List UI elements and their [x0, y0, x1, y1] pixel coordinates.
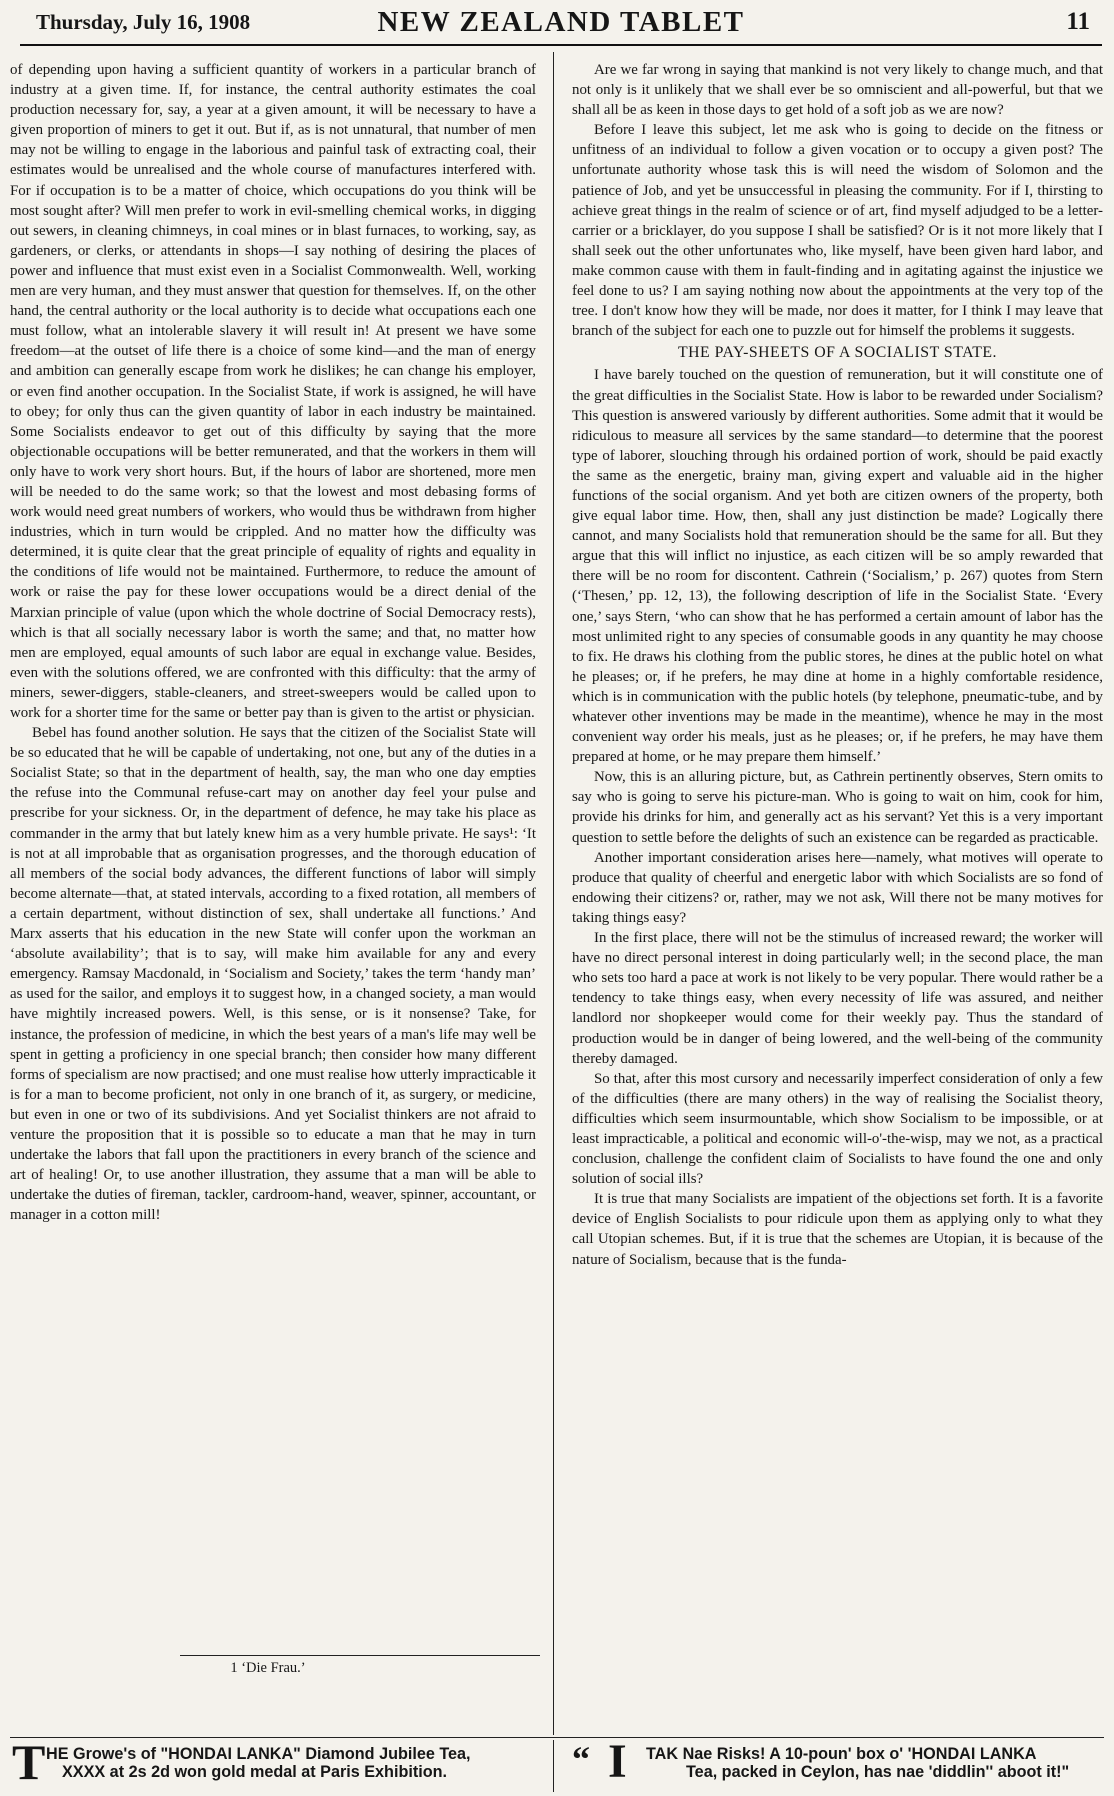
ad-line: TAK Nae Risks! A 10-poun' box o' 'HONDAI LANKA — [646, 1745, 1037, 1763]
paragraph: I have barely touched on the question of remuneration, but it will constitute one of the great difficulties in the Socialist State. How is labor to be rewarded under Socialism? This question is answered variously by different authorities. Some admit that it would be ridiculous to measure all services by the same standard—to determine that the poorest type of laborer, slouching through his ordained portion of work, should be paid exactly the same as the energetic, brainy man, giving expert and valuable aid in the higher functions of the social organism. And yet both are citizen owners of the property, both give equal labor time. How, then, shall any just distinction be made? Logically there cannot, and many Socialists hold that remuneration should be the same for all. But they argue that this will inflict no injustice, as each citizen will be so amply rewarded that there will be no room for discontent. Cathrein (‘Socialism,’ p. 267) quotes from Stern (‘Thesen,’ pp. 12, 13), the following description of life in the Socialist State. ‘Every one,’ says Stern, ‘who can show that he has performed a certain amount of labor has the most unlimited right to any species of consumable goods in any quantity he may choose to fix. He draws his clothing from the public stores, he dines at the public hotel on what he pleases; or, if he prefers, he may dine at home in a highly comfortable residence, which is in communication with the public hotels (by telephone, pneumatic-tube, and by whatever other inventions may be made in the meantime), whence he may in the most convenient way order his meals, just as he pleases; or, if he prefers, he may have them prepared at home, or he may prepare them himself.’ — [572, 367, 1103, 766]
ad-text — [46, 1745, 471, 1781]
advertisement-right — [572, 1735, 1102, 1791]
paragraph: It is true that many Socialists are impatient of the objections set forth. It is a favorite device of English Socialists to pour ridicule upon them as applying only to what they call Utopian schemes. But, if it is true that the schemes are Utopian, it is because of the nature of Socialism, because that is the funda- — [572, 1191, 1103, 1268]
paragraph: Are we far wrong in saying that mankind is not very likely to change much, and that not only is it unlikely that we shall ever be so omniscient and all-powerful, but that we shall all be as keen in those days to get hold of a soft job as we are now? — [572, 62, 1103, 119]
ad-line: HE Growe's of "HONDAI LANKA" Diamond Jubilee Tea, — [46, 1745, 471, 1763]
ad-dropcap: I — [608, 1735, 627, 1788]
paragraph: Before I leave this subject, let me ask who is going to decide on the fitness or unfitness of an individual to follow a given vocation or to occupy a given post? The unfortunate authority whose task this is will need the wisdom of Solomon and the patience of Job, and yet be unsuccessful in pleasing the community. For if I, thirsting to achieve great things in the realm of science or of art, find myself adjudged to be a letter-carrier or a bricklayer, do you suppose I shall be satisfied? Or is it not more likely that I shall seek out the other unfortunates who, like myself, have been given hard labor, and make common cause with them in fault-finding and in agitating against the injustice we feel done to us? I am saying nothing now about the appointments at the very top of the tree. I don't know how they will be made, nor does it matter, for I think I may leave that branch of the subject for each one to puzzle out for himself the problems it suggests. — [572, 122, 1103, 340]
ad-dropcap: T — [12, 1734, 46, 1790]
paragraph: of depending upon having a sufficient quantity of workers in a particular branch of industry at a given time. If, for instance, the central authority estimates the coal production necessary for, say, a year at a given amount, it will be necessary to have a given proportion of miners to get it out. But if, as is not unnatural, that number of men may not be willing to engage in the laborious and painful task of extracting coal, their estimates would be unrealised and the whole course of manufactures interfered with. For if occupation is to be a matter of choice, which occupations do you think will be most sought after? Will men prefer to work in evil-smelling chemical works, in digging out sewers, in cleaning chimneys, in coal mines or in blast furnaces, to working, say, as gardeners, or clerks, or attendants in shops—I say nothing of desiring the places of power and influence that must exist even in a Socialist Commonwealth. Well, working men are very human, and they must answer that question for themselves. If, on the other hand, the central authority or the local authority is to decide what occupations each one must follow, what an intolerable slavery it will result in! At present we have some freedom—at the outset of life there is a choice of some kind—and the man of energy and ambition can generally escape from work he dislikes; he can change his employer, or even find another occupation. In the Socialist State, if work is assigned, he will have to obey; for only thus can the given quantity of labor in each industry be maintained. Some Socialists endeavor to get out of this difficulty by saying that the more objectionable occupations will be better remunerated, and that the workers in them will only have to work very short hours. But, if the hours of labor are shortened, more men will be needed to do the same work; so that the lowest and most debasing forms of work would need great numbers of workers, who would thus be withdrawn from higher industries, which in turn would be crippled. And no matter how the difficulty was determined, it is quite clear that the great principle of equality of rights and equality in the conditions of life would not be maintained. Furthermore, to reduce the amount of work or raise the pay for these lower occupations would be a direct denial of the Marxian principle of value (upon which the whole doctrine of Social Democracy rests), which is that all socially necessary labor is worth the same; and that, no matter how men are employed, equal amounts of such labor are equal in exchange value. Besides, even with the solutions offered, we are confronted with this difficulty: that the army of miners, sewer-diggers, stable-cleaners, and street-sweepers would be called upon to work for a shorter time for the same or better pay than is given to the artist or physician. — [10, 62, 536, 721]
advertisement-left — [12, 1734, 532, 1791]
paragraph: In the first place, there will not be the stimulus of increased reward; the worker will have no direct personal interest in doing particularly well; in the second place, the man who sets too hard a pace at work is not likely to be very popular. There would rather be a tendency to take things easy, when every necessity of life was assured, and neither landlord nor shopkeeper would come for their weekly pay. Thus the standard of production would be in danger of being lowered, and the well-being of the community thereby damaged. — [572, 930, 1103, 1067]
ad-quote-mark: “ — [572, 1739, 590, 1779]
ad-line: Tea, packed in Ceylon, has nae 'diddlin'' aboot it!" — [686, 1763, 1070, 1781]
paragraph: Bebel has found another solution. He says that the citizen of the Socialist State will be so educated that he will be capable of undertaking, not one, but any of the duties in a Socialist State; so that in the department of health, say, the man who one day empties the refuse into the Communal refuse-cart may on another day feel your pulse and prescribe for your sickness. Or, in the department of defence, he may take his place as commander in the army that but lately knew him as a very humble private. He says¹: ‘It is not at all improbable that as organisation progresses, and the thorough education of all members of the social body advances, the different functions of labor will simply become alternate—that, at stated intervals, according to a fixed rotation, all members of a certain department, without distinction of sex, shall undertake all functions.’ And Marx asserts that his education in the new State will confer upon the workman an ‘absolute availability’; that is to say, will make him available for any and every emergency. Ramsay Macdonald, in ‘Socialism and Society,’ takes the term ‘handy man’ as used for the sailor, and employs it to suggest how, in a changed society, a man would have mightily increased powers. Well, is this sense, or is it nonsense? Take, for instance, the profession of medicine, in which the best years of a man's life may well be spent in getting a proficiency in one special branch; then consider how many different forms of specialism are now practised; and one must realise how utterly impracticable it is for a man to become proficient, not only in one branch of it, as surgery, or medicine, but even in one or two of its subdivisions. And yet Socialist thinkers are not afraid to venture the proposition that it is possible so to educate a man that he may in turn undertake the labors that fall upon the practitioners in every branch of the science and art of healing! Or, to use another illustration, they assume that a man will be able to undertake the duties of fireman, tackler, cardroom-hand, weaver, spinner, accountant, or manager in a cotton mill! — [10, 725, 536, 1224]
section-heading: THE PAY-SHEETS OF A SOCIALIST STATE. — [678, 344, 997, 362]
ad-text — [646, 1745, 1069, 1781]
footnote: 1 ‘Die Frau.’ — [230, 1660, 306, 1676]
issue-date: Thursday, July 16, 1908 — [36, 10, 251, 34]
advertisement-divider — [553, 1740, 554, 1792]
right-column — [572, 60, 1103, 1270]
column-divider — [553, 52, 554, 1735]
ad-line: XXXX at 2s 2d won gold medal at Paris Exhibition. — [62, 1763, 447, 1781]
page-number: 11 — [1066, 8, 1090, 35]
left-column — [10, 60, 536, 1225]
advertisement-rule — [10, 1737, 1104, 1738]
footnote-rule — [180, 1655, 540, 1656]
paragraph: Now, this is an alluring picture, but, as Cathrein pertinently observes, Stern omits to say who is going to serve his picture-man. Who is going to wait on him, cook for him, provide his drinks for him, and generally act as his servant? Yet this is a very important question to settle before the delights of such an existence can be regarded as practicable. — [572, 769, 1103, 846]
paragraph: So that, after this most cursory and necessarily imperfect consideration of only a few of the difficulties (there are many others) in the way of realising the Socialist theory, difficulties which seem insurmountable, which show Socialism to be impossible, or at least impracticable, a political and economic will-o'-the-wisp, may we not, as a practical conclusion, challenge the confident claim of Socialists to have found the one and only solution of social ills? — [572, 1070, 1103, 1188]
page-header — [20, 4, 1102, 46]
masthead-title: NEW ZEALAND TABLET — [377, 6, 745, 38]
paragraph: Another important consideration arises here—namely, what motives will operate to produce that quality of cheerful and energetic labor with which Socialists are so fond of endowing their citizens? or, rather, may we not ask, Will there not be many motives for taking things easy? — [572, 849, 1103, 926]
